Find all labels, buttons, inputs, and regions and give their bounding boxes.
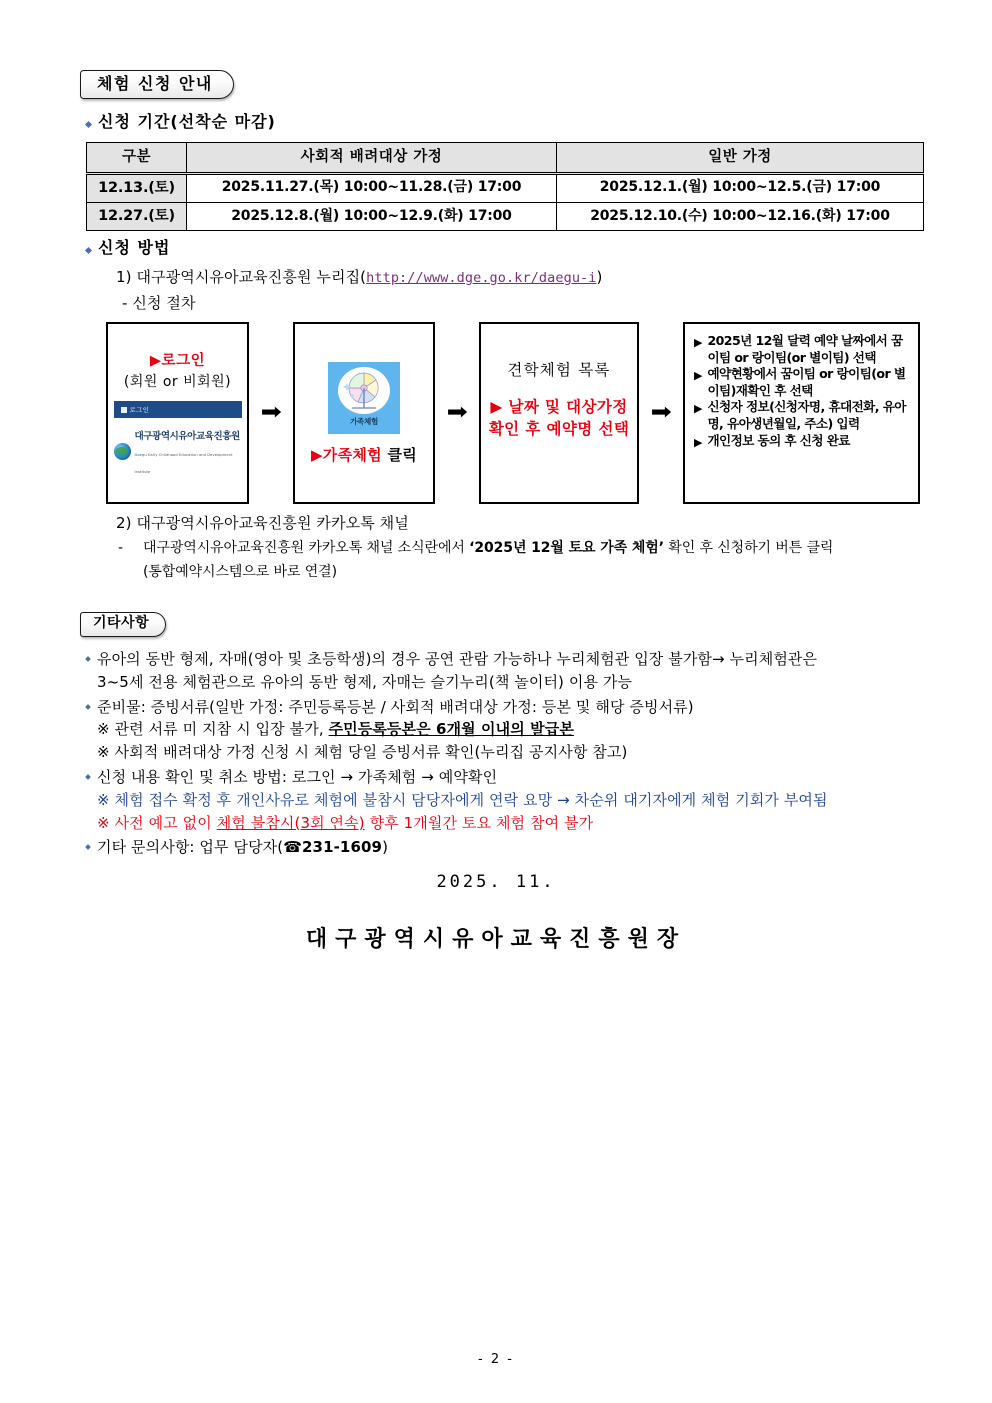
etc-0-line2: 3~5세 전용 체험관으로 유아의 동반 형제, 자매는 슬기누리(책 놀이터) 이용 가능 [97,672,633,691]
method-item-2-sub-a: 대구광역시유아교육진흥원 카카오톡 채널 소식란에서 [143,540,470,556]
diamond-bullet-icon [85,704,91,710]
list-item [86,696,946,764]
flow-step-0: 2025년 12월 달력 예약 날짜에서 꿈이팀 or 랑이팀(or 별이팀) 선택 [707,333,903,365]
etc-list [86,648,946,859]
etc-2-line3-a: ※ 사전 예고 없이 [97,813,217,832]
globe-icon [114,443,131,460]
flow-box-tour-red-line1: ▶ 날짜 및 대상가정 [490,398,628,416]
flow-box-tour-list [479,322,639,504]
cell-general-0: 2025.12.1.(월) 10:00~12.5.(금) 17:00 [557,174,924,203]
etc-1-line2 [97,718,694,741]
method-item-2-sub [143,538,933,560]
flow-box-login-title: ▶로그인 [149,353,206,370]
document-date: 2025. 11. [436,872,556,892]
method-item-1-sub: - 신청 절차 [122,294,196,312]
table-header-row [87,143,924,174]
list-item [694,433,850,450]
method-item-2: 2) 대구광역시유아교육진흥원 카카오톡 채널 [116,514,409,532]
flow-arrow-2 [435,322,479,504]
caption-black-text: 클릭 [381,445,418,464]
col-general: 일반 가정 [557,143,924,174]
section-tab-etc [80,612,166,637]
etc-1-line2-underline: 주민등록등본은 6개월 이내의 발급본 [328,720,574,739]
cell-division-0: 12.13.(토) [87,174,187,203]
diamond-bullet-icon [85,247,92,254]
etc-3-phone: 231-1609 [302,838,383,857]
diamond-bullet-icon [85,656,91,662]
etc-0-line1: 유아의 동반 형제, 자매(영아 및 초등학생)의 경우 공연 관람 가능하나 누리체험관 입장 불가함→ 누리체험관은 [97,650,818,668]
arrow-right-icon: ➡ [650,400,672,425]
period-heading-row [86,112,276,133]
flow-box-tour-red [489,396,629,441]
list-item [86,766,946,834]
period-heading: 신청 기간(선착순 마감) [98,112,276,131]
method-item-2-sub-b: 확인 후 신청하기 버튼 클릭 [663,540,834,556]
login-square-icon [121,407,127,413]
triangle-bullet-icon: ▶ [694,336,703,349]
method-heading: 신청 방법 [98,238,171,257]
col-social: 사회적 배려대상 가정 [187,143,557,174]
login-button-mock[interactable] [114,401,242,418]
flow-box-login [106,322,249,504]
caption-red-text: 가족체험 [322,445,382,464]
section-tab-apply-guide [80,70,234,99]
etc-1-line1: 준비물: 증빙서류(일반 가정: 주민등록등본 / 사회적 배려대상 가정: 등본 및 해당 증빙서류) [97,697,694,716]
page-number: - 2 - [478,1352,514,1367]
flow-step-1: 예약현황에서 꿈이팀 or 랑이팀(or 별이팀)재확인 후 선택 [707,366,906,398]
etc-1-line2-prefix: ※ 관련 서류 미 지참 시 입장 불가, [97,720,329,739]
cell-general-1: 2025.12.10.(수) 10:00~12.16.(화) 17:00 [557,203,924,231]
method-item-2-sub-line2: (통합예약시스템으로 바로 연결) [143,564,337,580]
list-item [86,836,946,859]
nurijip-url-link[interactable]: http://www.dge.go.kr/daegu-i [366,270,597,286]
institute-logo-en: Daegu Early Childhood Education and Development Institute [134,453,233,474]
section-tab-etc-label: 기타사항 [80,612,166,637]
method-item-2-dash: - [118,540,123,556]
flow-arrow-3 [639,322,683,504]
flow-box-family-experience [293,322,435,504]
arrow-right-icon: ➡ [446,400,468,425]
etc-2-line3-b: 향후 1개월간 토요 체험 참여 불가 [364,813,594,832]
caption-triangle-icon: ▶ [310,445,323,464]
section-tab-apply-guide-label: 체험 신청 안내 [80,70,234,99]
col-division: 구분 [87,143,187,174]
arrow-right-icon: ➡ [260,400,282,425]
cell-social-1: 2025.12.8.(월) 10:00~12.9.(화) 17:00 [187,203,557,231]
family-experience-icon-label: 가족체험 [350,416,378,426]
diamond-bullet-icon [85,774,91,780]
flow-box-tour-red-line2: 확인 후 예약명 선택 [488,420,630,439]
list-item [86,648,946,694]
etc-2-line1: 신청 내용 확인 및 취소 방법: 로그인 → 가족체험 → 예약확인 [97,767,498,786]
etc-2-line3 [97,812,828,835]
institute-logo [114,426,242,476]
method-heading-row [86,238,170,259]
cell-social-0: 2025.11.27.(목) 10:00~11.28.(금) 17:00 [187,174,557,203]
flow-step-3: 개인정보 동의 후 신청 완료 [707,432,850,448]
method-item-1 [116,266,602,289]
list-item [694,366,910,399]
method-item-1-prefix: 1) 대구광역시유아교육진흥원 누리집( [116,268,367,286]
list-item [694,333,910,366]
institute-logo-ko: 대구광역시유아교육진흥원 [134,431,240,443]
list-item [694,399,910,432]
triangle-bullet-icon: ▶ [694,402,703,416]
telephone-icon: ☎ [283,838,302,857]
triangle-bullet-icon: ▶ [694,435,703,449]
family-experience-icon[interactable] [328,362,400,434]
method-item-2-sub-quote: ‘2025년 12월 토요 가족 체험’ [469,540,664,556]
period-table [86,142,924,231]
flow-box-reservation-steps [683,322,920,504]
etc-3-prefix: 기타 문의사항: 업무 담당자( [97,838,284,857]
pinwheel-icon [338,367,390,414]
triangle-bullet-icon: ▶ [694,369,703,383]
flow-step-2: 신청자 정보(신청자명, 휴대전화, 유아명, 유아생년월일, 주소) 입력 [707,399,906,432]
period-table-wrap [86,142,924,231]
table-row [87,174,924,203]
flow-arrow-1 [249,322,293,504]
flow-box-tour-title: 견학체험 목록 [507,361,611,379]
cell-division-1: 12.27.(토) [87,203,187,231]
table-row [87,203,924,231]
etc-2-line3-underline: 체험 불참시(3회 연속) [216,813,365,832]
flow-box-login-subtitle: (회원 or 비회원) [123,374,232,391]
diamond-bullet-icon [85,845,91,851]
etc-3-line1 [97,836,388,859]
document-issuer: 대구광역시유아교육진흥원장 [305,927,687,952]
login-button-label: 로그인 [129,406,150,415]
application-flow-diagram [106,322,920,504]
method-item-1-suffix: ) [596,268,603,286]
etc-3-suffix: ) [382,838,389,857]
flow-box-family-caption [311,444,417,465]
etc-1-line3: ※ 사회적 배려대상 가정 신청 시 체험 당일 증빙서류 확인(누리집 공지사항 참고) [97,743,628,762]
etc-2-line2: ※ 체험 접수 확정 후 개인사유로 체험에 불참시 담당자에게 연락 요망 → 차순위 대기자에게 체험 기회가 부여됨 [97,790,828,809]
diamond-bullet-icon [85,121,92,128]
